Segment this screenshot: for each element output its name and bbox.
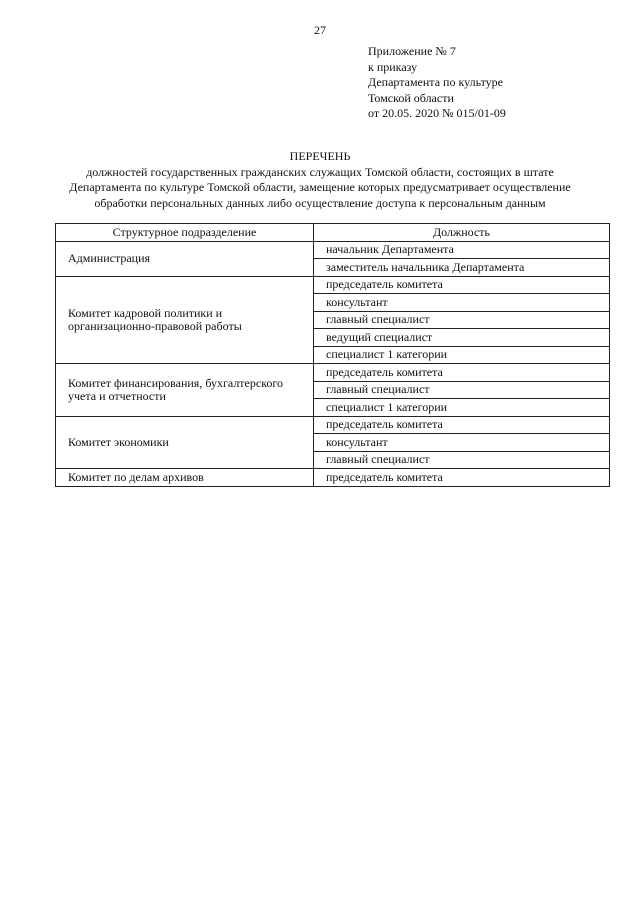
position-cell: специалист 1 категории bbox=[314, 346, 610, 364]
position-cell: главный специалист bbox=[314, 451, 610, 469]
position-cell: начальник Департамента bbox=[314, 241, 610, 259]
position-cell: председатель комитета bbox=[314, 469, 610, 487]
position-cell: председатель комитета bbox=[314, 364, 610, 382]
heading-line: должностей государственных гражданских служащих Томской области, состоящих в штате bbox=[86, 164, 554, 179]
table-row bbox=[56, 364, 610, 382]
position-cell: главный специалист bbox=[314, 381, 610, 399]
page-number: 27 bbox=[314, 23, 326, 37]
table-row bbox=[56, 276, 610, 294]
table-row bbox=[56, 469, 610, 487]
position-cell: председатель комитета bbox=[314, 416, 610, 434]
document-heading bbox=[40, 149, 600, 211]
appendix-line: к приказу bbox=[368, 59, 418, 74]
unit-cell: Комитет кадровой политики и организационно-правовой работы bbox=[56, 276, 314, 364]
position-cell: главный специалист bbox=[314, 311, 610, 329]
heading-line: Департамента по культуре Томской области, замещение которых предусматривает осуществление bbox=[69, 180, 571, 194]
heading-line: обработки персональных данных либо осуществление доступа к персональным данным bbox=[94, 195, 546, 210]
appendix-line: Томской области bbox=[368, 90, 454, 105]
position-cell: консультант bbox=[314, 434, 610, 452]
unit-cell: Комитет по делам архивов bbox=[56, 469, 314, 487]
table-header-row bbox=[56, 224, 610, 242]
appendix-block bbox=[368, 44, 506, 122]
position-cell: председатель комитета bbox=[314, 276, 610, 294]
appendix-line: Приложение № 7 bbox=[368, 44, 456, 58]
header-position: Должность bbox=[314, 224, 610, 242]
appendix-line: от 20.05. 2020 № 015/01-09 bbox=[368, 106, 506, 120]
positions-table bbox=[55, 223, 610, 487]
position-cell: консультант bbox=[314, 294, 610, 312]
appendix-line: Департамента по культуре bbox=[368, 75, 503, 89]
header-unit: Структурное подразделение bbox=[56, 224, 314, 242]
unit-cell: Администрация bbox=[56, 241, 314, 276]
unit-cell: Комитет финансирования, бухгалтерского учета и отчетности bbox=[56, 364, 314, 417]
table-body bbox=[56, 241, 610, 486]
document-title: ПЕРЕЧЕНЬ bbox=[289, 149, 351, 163]
unit-cell: Комитет экономики bbox=[56, 416, 314, 469]
position-cell: ведущий специалист bbox=[314, 329, 610, 347]
position-cell: заместитель начальника Департамента bbox=[314, 259, 610, 277]
table-row bbox=[56, 416, 610, 434]
table-row bbox=[56, 241, 610, 259]
position-cell: специалист 1 категории bbox=[314, 399, 610, 417]
